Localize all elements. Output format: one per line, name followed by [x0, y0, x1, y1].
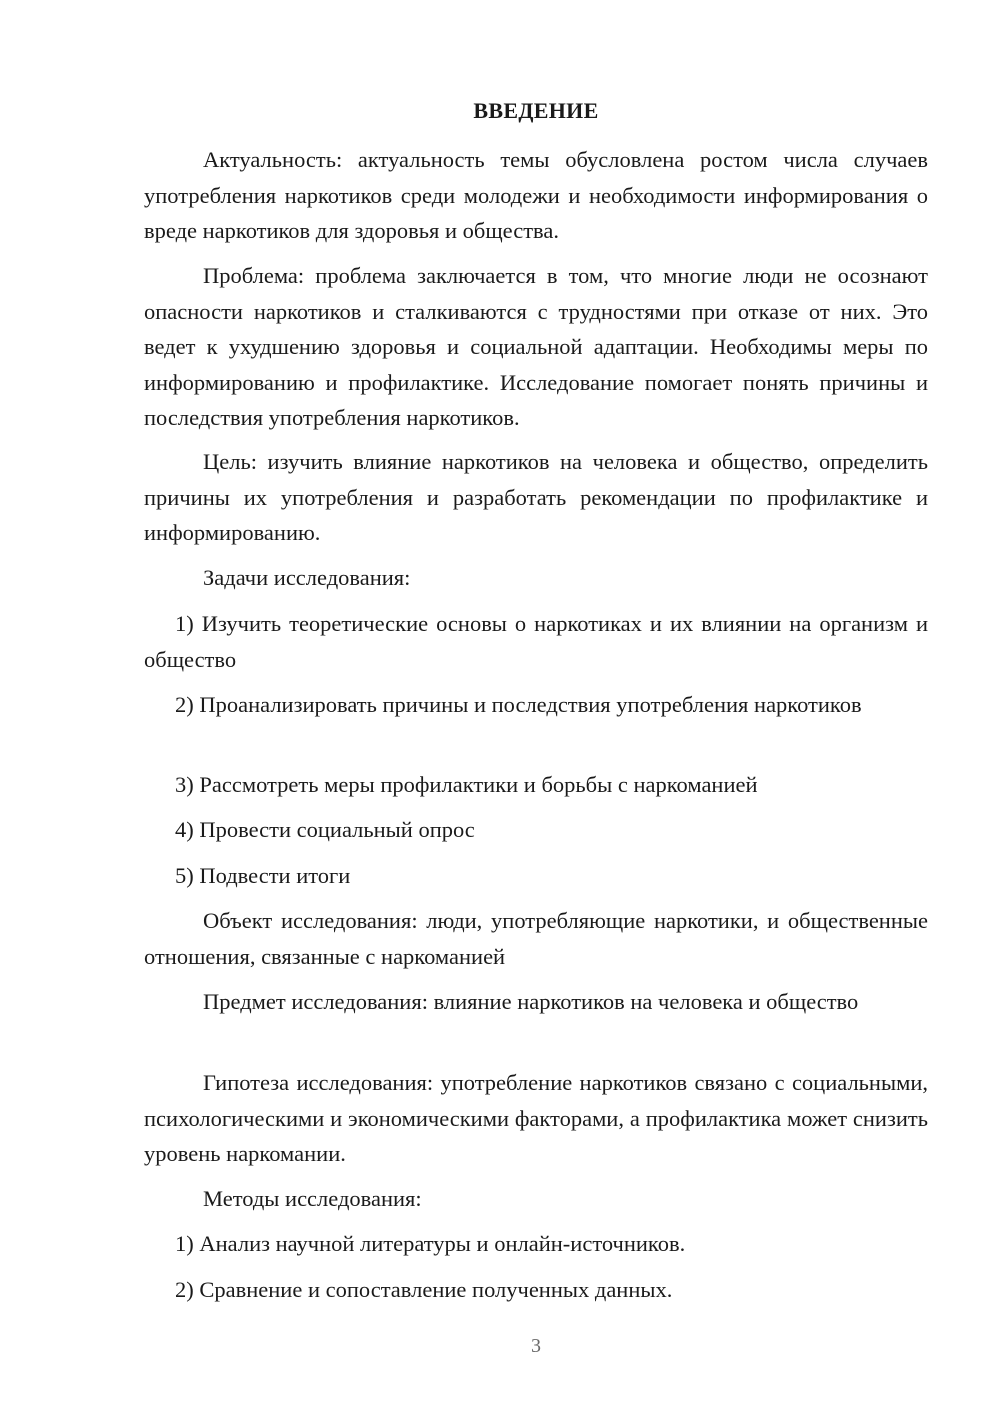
subject-paragraph: Предмет исследования: влияние наркотиков на человека и общество — [203, 989, 859, 1014]
task-item-4: 4) Провести социальный опрос — [175, 817, 475, 842]
page-title: ВВЕДЕНИЕ — [473, 98, 599, 123]
task-item-2: 2) Проанализировать причины и последствия употребления наркотиков — [175, 692, 862, 717]
methods-heading: Методы исследования: — [203, 1186, 422, 1211]
method-item-1: 1) Анализ научной литературы и онлайн-источников. — [175, 1231, 686, 1256]
object-paragraph: Объект исследования: люди, употребляющие наркотики, и общественные отношения, связанные с наркоманией — [144, 908, 928, 969]
hypothesis-paragraph: Гипотеза исследования: употребление наркотиков связано с социальными, психологическими и экономическими факторами, а профилактика может снизить уровень наркомании. — [144, 1070, 928, 1166]
method-item-2: 2) Сравнение и сопоставление полученных данных. — [175, 1277, 673, 1302]
tasks-heading: Задачи исследования: — [203, 565, 411, 590]
page-number: 3 — [531, 1335, 541, 1357]
task-item-5: 5) Подвести итоги — [175, 863, 351, 888]
task-item-1: 1) Изучить теоретические основы о наркотиках и их влиянии на организм и общество — [144, 611, 928, 672]
relevance-paragraph: Актуальность: актуальность темы обусловлена ростом числа случаев употребления наркотиков среди молодежи и необходимости информирования о вреде наркотиков для здоровья и общества. — [144, 147, 928, 243]
task-item-3: 3) Рассмотреть меры профилактики и борьбы с наркоманией — [175, 772, 758, 797]
problem-paragraph: Проблема: проблема заключается в том, что многие люди не осознают опасности наркотиков и сталкиваются с трудностями при отказе от них. Это ведет к ухудшению здоровья и социальной адаптации. Необходимы меры по информированию и профилактике. Исследование помогает понять причины и последствия употребления наркотиков. — [144, 263, 928, 430]
goal-paragraph: Цель: изучить влияние наркотиков на человека и общество, определить причины их употребления и разработать рекомендации по профилактике и информированию. — [144, 449, 928, 545]
